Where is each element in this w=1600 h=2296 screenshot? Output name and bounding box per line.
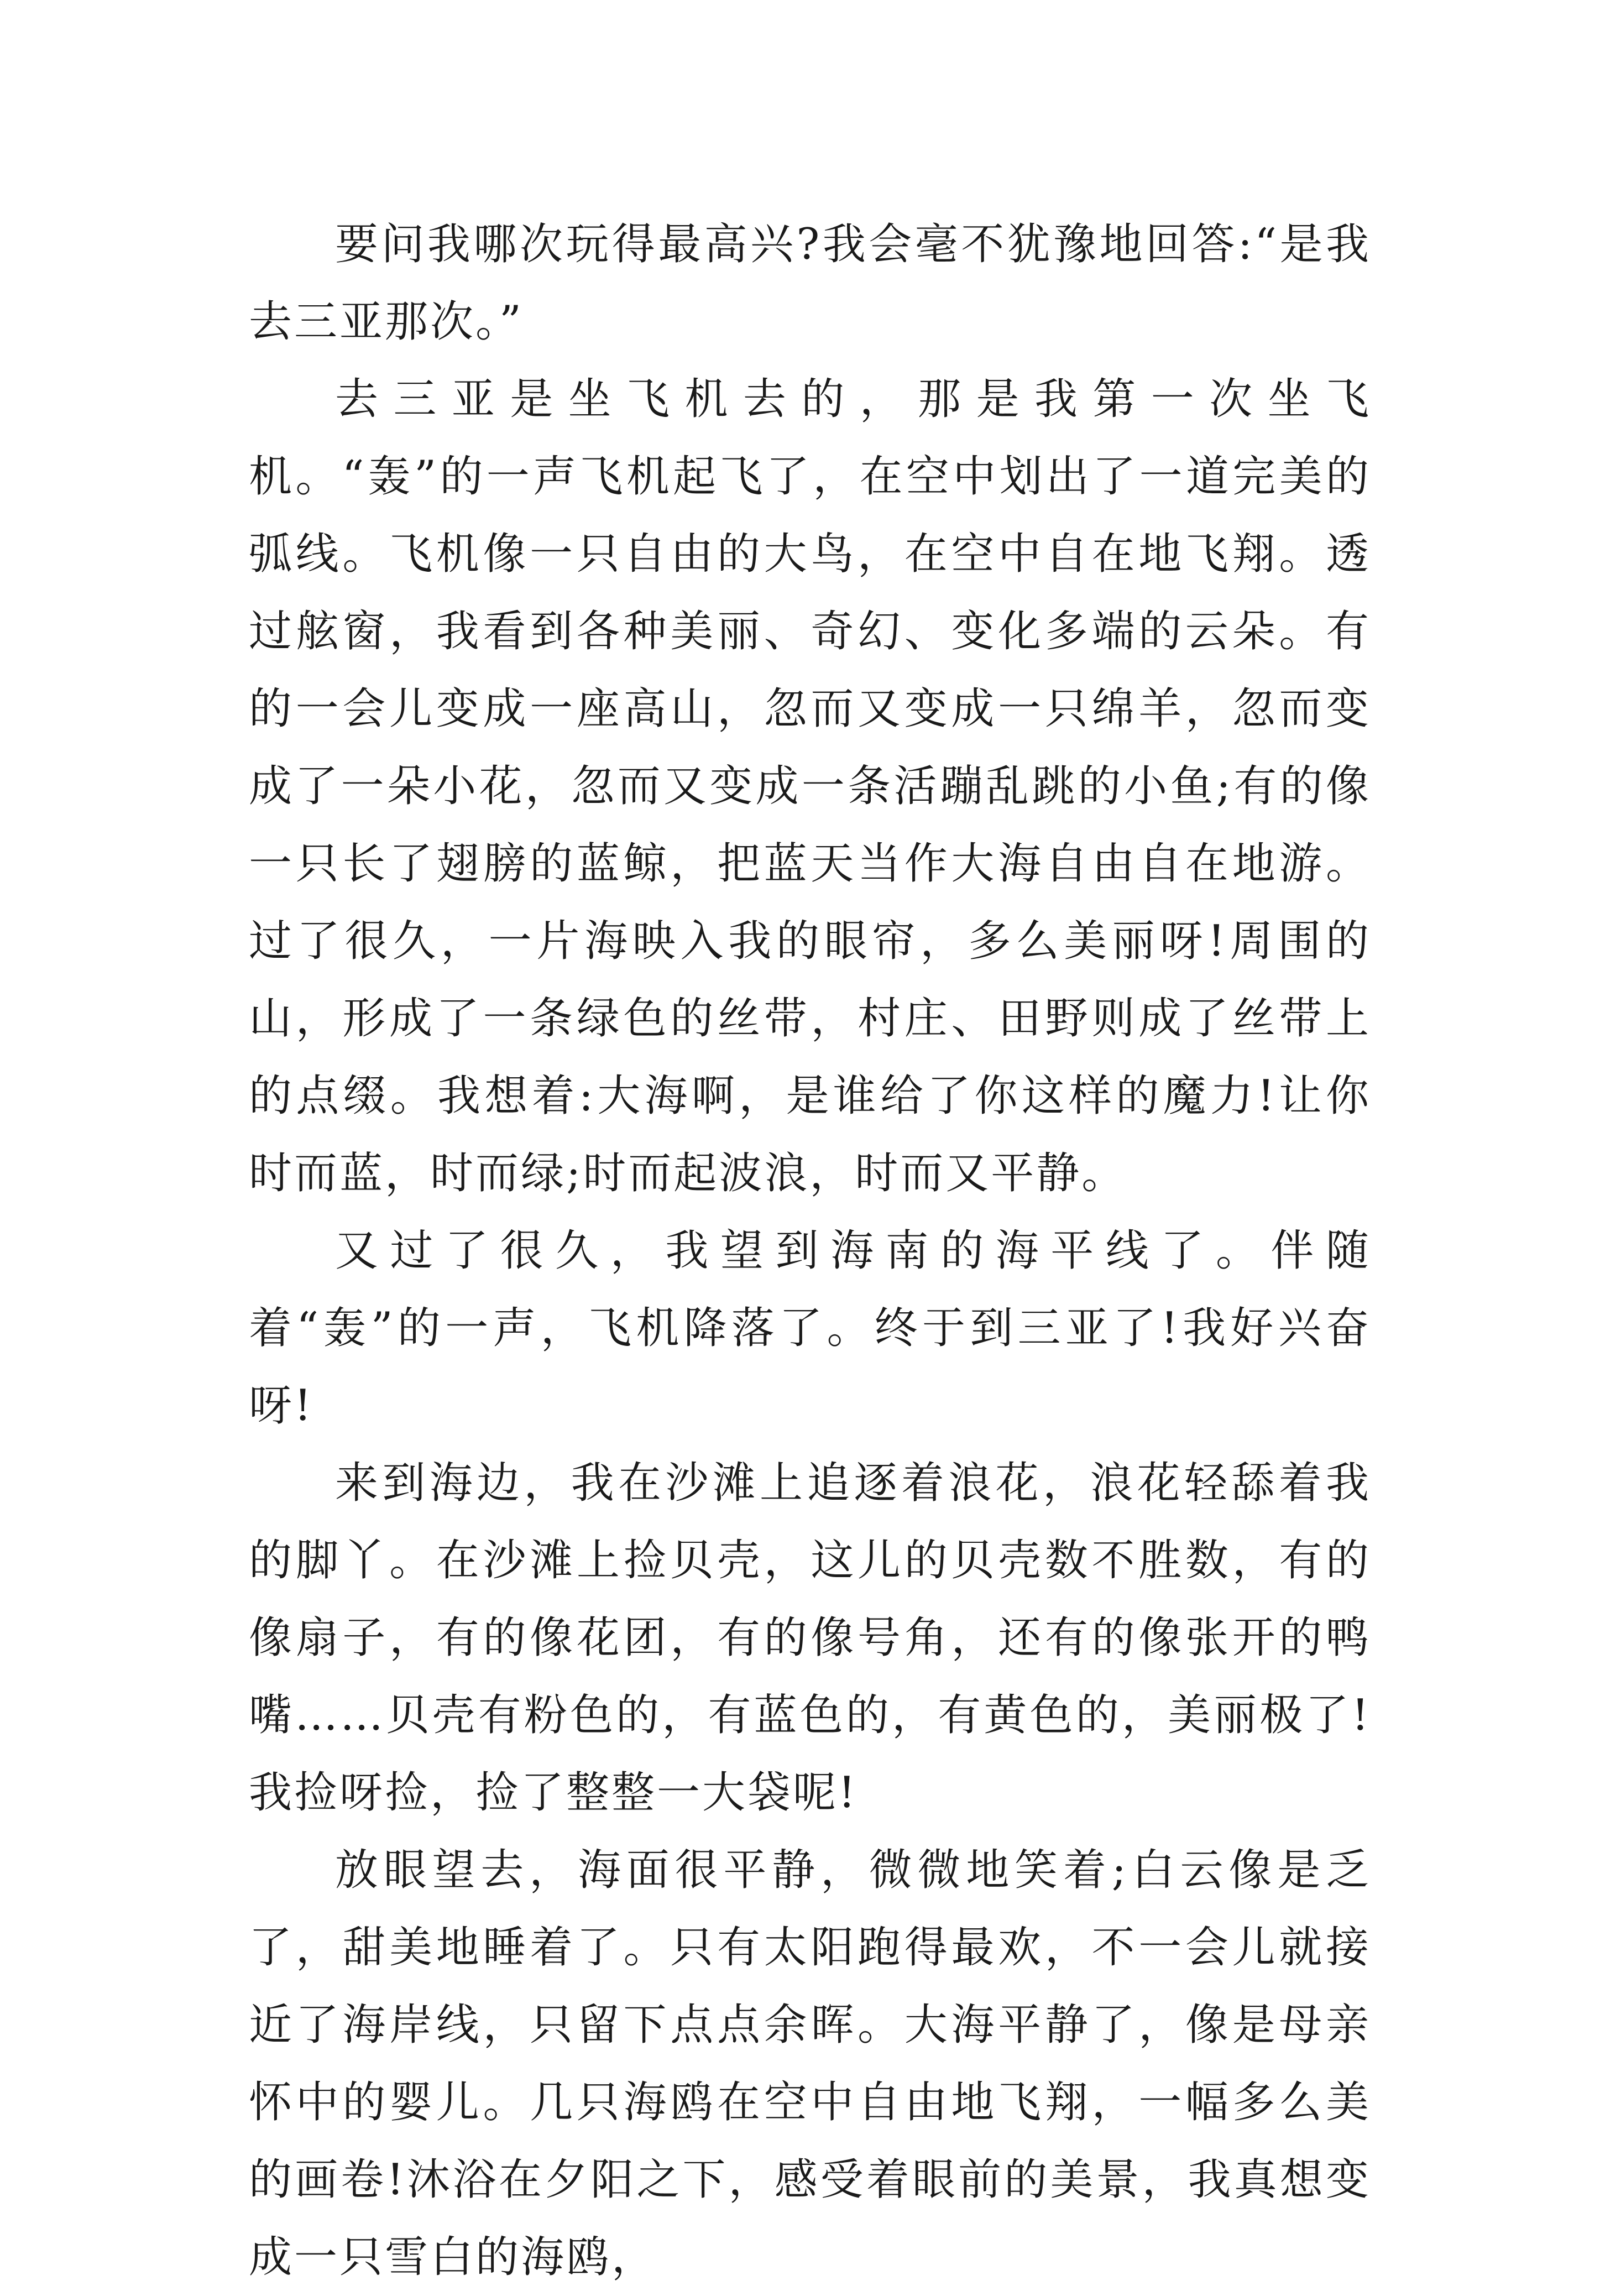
paragraph-5: 放眼望去，海面很平静，微微地笑着;白云像是乏了，甜美地睡着了。只有太阳跑得最欢，不一会儿就接近了海岸线，只留下点点余晖。大海平静了，像是母亲怀中的婴儿。几只海鸥在空中自由地飞翔，一幅多么美的画卷!沐浴在夕阳之下，感受着眼前的美景，我真想变成一只雪白的海鸥， xyxy=(249,1845,1371,2282)
document-body xyxy=(249,206,1371,2296)
paragraph-4: 来到海边，我在沙滩上追逐着浪花，浪花轻舔着我的脚丫。在沙滩上捡贝壳，这儿的贝壳数不胜数，有的像扇子，有的像花团，有的像号角，还有的像张开的鸭嘴……贝壳有粉色的，有蓝色的，有黄色的，美丽极了!我捡呀捡，捡了整整一大袋呢! xyxy=(249,1458,1371,1818)
paragraph-1: 要问我哪次玩得最高兴?我会毫不犹豫地回答:“是我去三亚那次。” xyxy=(249,220,1371,347)
paragraph-2: 去三亚是坐飞机去的，那是我第一次坐飞机。“轰”的一声飞机起飞了，在空中划出了一道完美的弧线。飞机像一只自由的大鸟，在空中自在地飞翔。透过舷窗，我看到各种美丽、奇幻、变化多端的云朵。有的一会儿变成一座高山，忽而又变成一只绵羊，忽而变成了一朵小花，忽而又变成一条活蹦乱跳的小鱼;有的像一只长了翅膀的蓝鲸，把蓝天当作大海自由自在地游。过了很久，一片海映入我的眼帘，多么美丽呀!周围的山，形成了一条绿色的丝带，村庄、田野则成了丝带上的点缀。我想着:大海啊，是谁给了你这样的魔力!让你时而蓝，时而绿;时而起波浪，时而又平静。 xyxy=(249,374,1371,1198)
paragraph-3: 又过了很久，我望到海南的海平线了。伴随着“轰”的一声，飞机降落了。终于到三亚了!我好兴奋呀! xyxy=(249,1226,1371,1431)
